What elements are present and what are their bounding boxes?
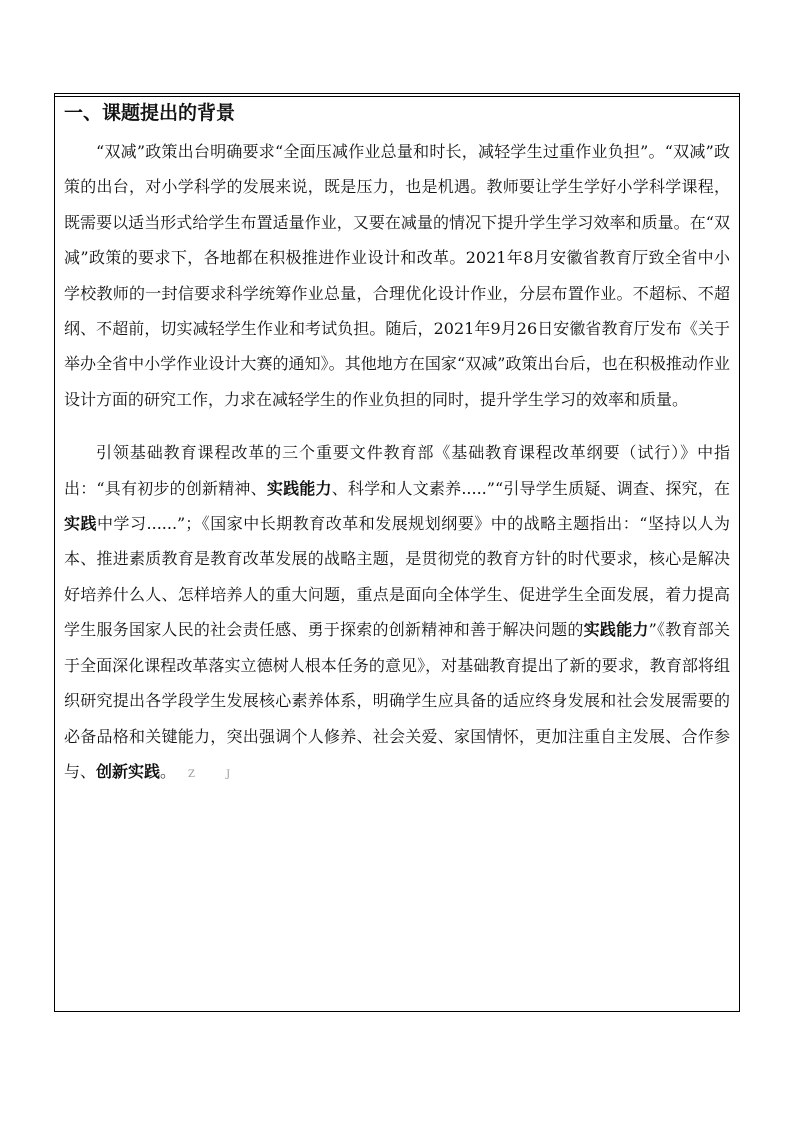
trailing-mark: Z J <box>188 768 245 780</box>
document-frame <box>54 93 740 1012</box>
paragraph-2-text-5: 。 <box>160 761 177 781</box>
background-paragraph-2 <box>64 435 730 792</box>
emphasis-practice-ability-2: 实践能力 <box>583 620 649 640</box>
frame-top-rule <box>55 96 739 97</box>
emphasis-practice: 实践 <box>64 514 98 534</box>
document-content <box>64 100 730 792</box>
section-heading: 一、课题提出的背景 <box>64 102 236 124</box>
paragraph-2-text-1: 引领基础教育课程改革的三个重要文件教育部《基础教育课程改革纲要（试行）》中指出：“具有初步的创新精神、 <box>64 443 730 498</box>
background-paragraph-1: “双减”政策出台明确要求“全面压减作业总量和时长，减轻学生过重作业负担”。“双减”政策的出台，对小学科学的发展来说，既是压力，也是机遇。教师要让学生学好小学科学课程，既需要以适当形式给学生布置适量作业，又要在减量的情况下提升学生学习效率和质量。在“双减”政策的要求下，各地都在积极推进作业设计和改革。2021年8月安徽省教育厅致全省中小学校教师的一封信要求科学统筹作业总量，合理优化设计作业，分层布置作业。不超标、不超纲、不超前，切实减轻学生作业和考试负担。随后，2021年9月26日安徽省教育厅发布《关于举办全省中小学作业设计大赛的通知》。其他地方在国家“双减”政策出台后，也在积极推动作业设计方面的研究工作，力求在减轻学生的作业负担的同时，提升学生学习的效率和质量。 <box>64 142 730 409</box>
paragraph-2-text-3: 中学习......”；《国家中长期教育改革和发展规划纲要》中的战略主题指出：“坚持以人为本、推进素质教育是教育改革发展的战略主题，是贯彻党的教育方针的时代要求，核心是解决好培养什么人、怎样培养人的重大问题，重点是面向全体学生、促进学生全面发展，着力提高学生服务国家人民的社会责任感、勇于探索的创新精神和善于解决问题的 <box>64 514 730 640</box>
emphasis-innovative-practice: 创新实践 <box>96 761 161 781</box>
paragraph-2-text-4: ”《教育部关于全面深化课程改革落实立德树人根本任务的意见》，对基础教育提出了新的要求，教育部将组织研究提出各学段学生发展核心素养体系，明确学生应具备的适应终身发展和社会发展需要的必备品格和关键能力，突出强调个人修养、社会关爱、家国情怀，更加注重自主发展、合作参与、 <box>64 620 730 781</box>
emphasis-practice-ability-1: 实践能力 <box>266 478 332 498</box>
paragraph-2-text-2: 、科学和人文素养.....”“引导学生质疑、调查、探究，在 <box>331 478 730 498</box>
